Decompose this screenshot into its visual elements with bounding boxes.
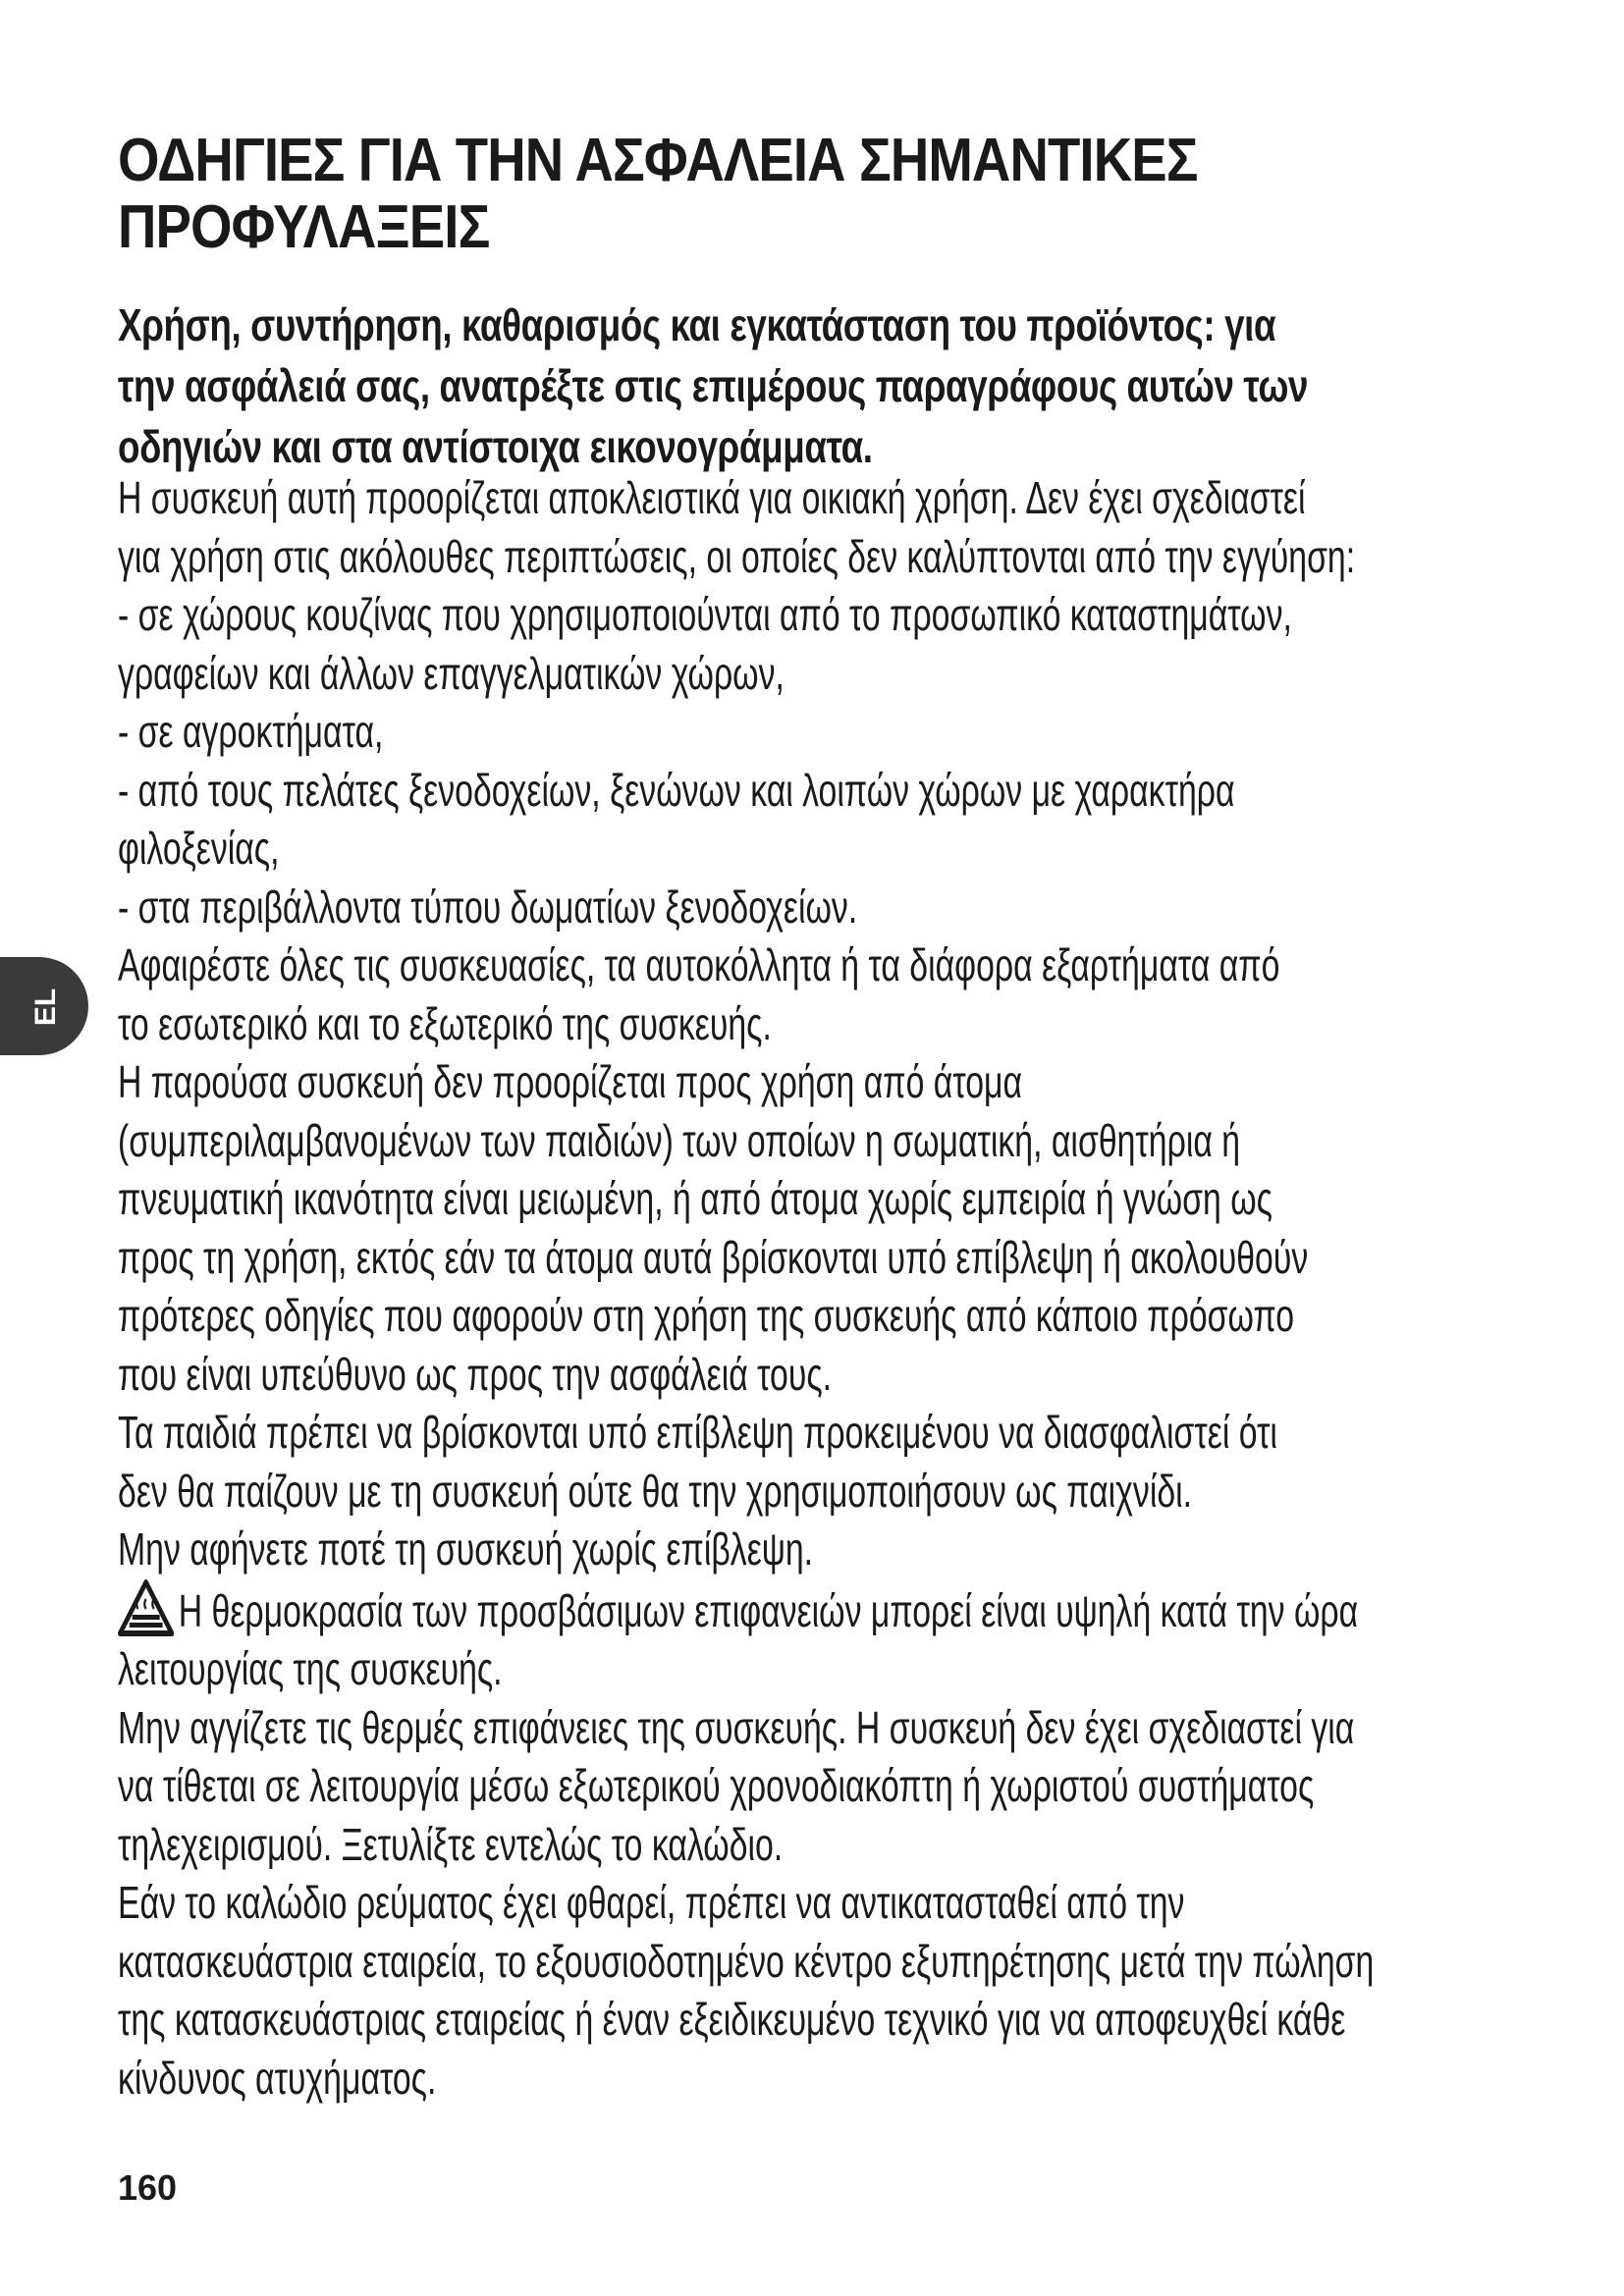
body-line: προς τη χρήση, εκτός εάν τα άτομα αυτά βρίσκονται υπό επίβλεψη ή ακολουθούν (118, 1231, 1309, 1283)
body-line: Η συσκευή αυτή προορίζεται αποκλειστικά για οικιακή χρήση. Δεν έχει σχεδιαστεί (118, 472, 1306, 523)
hot-surface-warning-icon (118, 1579, 174, 1636)
body-line: - στα περιβάλλοντα τύπου δωματίων ξενοδοχείων. (118, 881, 858, 933)
body-line: φιλοξενίας, (118, 823, 280, 874)
subtitle (118, 294, 1453, 477)
body-line: δεν θα παίζουν με τη συσκευή ούτε θα την χρησιμοποιήσουν ως παιχνίδι. (118, 1465, 1193, 1517)
body-line: Αφαιρέστε όλες τις συσκευασίες, τα αυτοκόλλητα ή τα διάφορα εξαρτήματα από (118, 939, 1280, 990)
subtitle-line: οδηγιών και στα αντίστοιχα εικονογράμματα. (118, 421, 873, 472)
subtitle-line: την ασφάλειά σας, ανατρέξτε στις επιμέρους παραγράφους αυτών των (118, 360, 1309, 411)
body-line: κατασκευάστρια εταιρεία, το εξουσιοδοτημένο κέντρο εξυπηρέτησης μετά την πώληση (118, 1935, 1375, 1987)
language-tab-label: EL (29, 988, 63, 1027)
body-line: κίνδυνος ατυχήματος. (118, 2052, 437, 2104)
body-line: (συμπεριλαμβανομένων των παιδιών) των οποίων η σωματική, αισθητήρια ή (118, 1114, 1241, 1166)
body-line: Τα παιδιά πρέπει να βρίσκονται υπό επίβλεψη προκειμένου να διασφαλιστεί ότι (118, 1407, 1277, 1458)
body-line: - σε χώρους κουζίνας που χρησιμοποιούνται από το προσωπικό καταστημάτων, (118, 589, 1292, 640)
body-line: γραφείων και άλλων επαγγελματικών χώρων, (118, 647, 785, 699)
page-title (118, 128, 1380, 261)
body-line: - από τους πελάτες ξενοδοχείων, ξενώνων και λοιπών χώρων με χαρακτήρα (118, 764, 1235, 816)
body-line: τηλεχειρισμού. Ξετυλίξτε εντελώς το καλώδιο. (118, 1818, 784, 1870)
body-line: το εσωτερικό και το εξωτερικό της συσκευής. (118, 997, 772, 1049)
body-line: της κατασκευάστριας εταιρείας ή έναν εξειδικευμένο τεχνικό για να αποφευχθεί κάθε (118, 1994, 1346, 2045)
body-line: πρότερες οδηγίες που αφορούν στη χρήση της συσκευής από κάποιο πρόσωπο (118, 1290, 1295, 1341)
body-line: να τίθεται σε λειτουργία μέσω εξωτερικού χρονοδιακόπτη ή χωριστού συστήματος (118, 1760, 1315, 1811)
body-line: Η παρούσα συσκευή δεν προορίζεται προς χρήση από άτομα (118, 1056, 1023, 1107)
body-line: λειτουργίας της συσκευής. (118, 1643, 503, 1694)
warning-line (118, 1579, 1503, 1641)
body-line: Μην αγγίζετε τις θερμές επιφάνειες της συσκευής. Η συσκευή δεν έχει σχεδιαστεί για (118, 1701, 1355, 1753)
language-tab (0, 957, 88, 1055)
warning-text: Η θερμοκρασία των προσβάσιμων επιφανειών μπορεί είναι υψηλή κατά την ώρα (178, 1584, 1359, 1636)
title-line-1: ΟΔΗΓΙΕΣ ΓΙΑ ΤΗΝ ΑΣΦΑΛΕΙΑ ΣΗΜΑΝΤΙΚΕΣ (118, 127, 1198, 194)
body-text (118, 469, 1503, 2108)
body-line: που είναι υπεύθυνο ως προς την ασφάλειά τους. (118, 1348, 833, 1400)
title-line-2: ΠΡΟΦΥΛΑΞΕΙΣ (118, 193, 490, 261)
body-line: - σε αγροκτήματα, (118, 706, 384, 757)
subtitle-line: Χρήση, συντήρηση, καθαρισμός και εγκατάσταση του προϊόντος: για (118, 299, 1276, 350)
body-line: Εάν το καλώδιο ρεύματος έχει φθαρεί, πρέπει να αντικατασταθεί από την (118, 1877, 1185, 1928)
body-line: Μην αφήνετε ποτέ τη συσκευή χωρίς επίβλεψη. (118, 1523, 814, 1575)
body-line: πνευματική ικανότητα είναι μειωμένη, ή από άτομα χωρίς εμπειρία ή γνώση ως (118, 1173, 1272, 1224)
body-line: για χρήση στις ακόλουθες περιπτώσεις, οι οποίες δεν καλύπτονται από την εγγύηση: (118, 530, 1356, 582)
page-number: 160 (118, 2167, 178, 2208)
